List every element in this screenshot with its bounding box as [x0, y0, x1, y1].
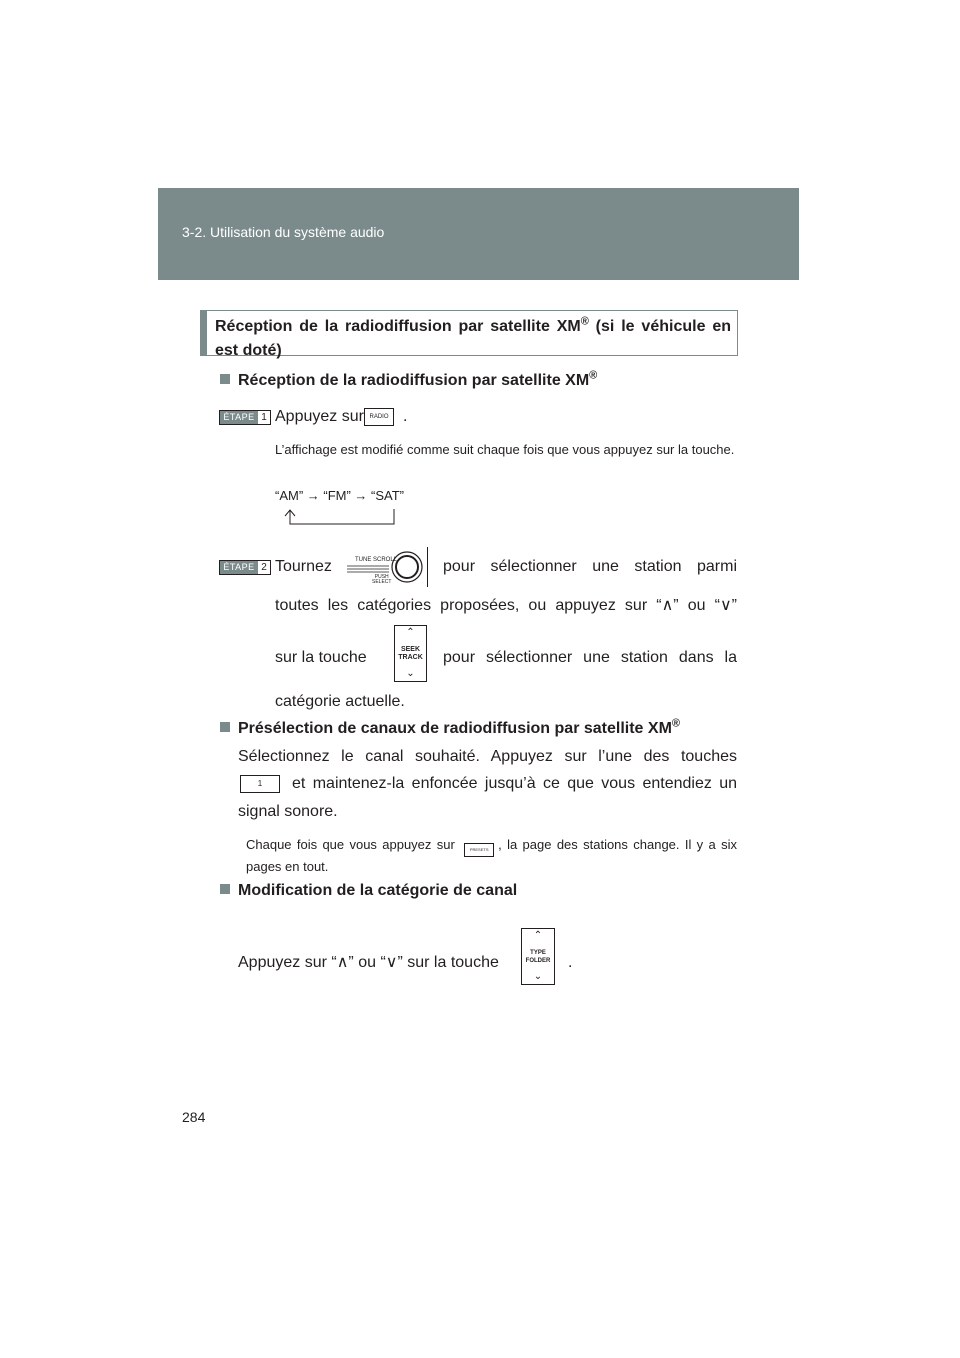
step-1-text: Appuyez sur	[275, 408, 364, 425]
bullet-preset: Présélection de canaux de radiodiffusion par satellite XM®	[220, 720, 680, 738]
band-sequence: “AM” → “FM” → “SAT”	[275, 488, 405, 503]
preset-line1: Sélectionnez le canal souhaité. Appuyez sur l’une des touches	[238, 748, 737, 765]
preset-key-1: 1	[240, 775, 280, 793]
radio-key: RADIO	[364, 408, 394, 426]
chevron-up-icon: ⌃	[533, 930, 543, 941]
bullet-square-icon	[220, 722, 230, 732]
step-2-line2: toutes les catégories proposées, ou appuyez sur “∧” ou “∨”	[275, 597, 737, 614]
category-period: .	[568, 954, 573, 971]
chevron-down-icon: ⌄	[406, 668, 415, 679]
step-1-badge: ÉTAPE 1	[219, 410, 271, 425]
tune-knob-illustration: TUNE SCROLL PUSH SELECT	[345, 547, 428, 587]
step-2-badge: ÉTAPE 2	[219, 560, 271, 575]
step-2-line4: catégorie actuelle.	[275, 693, 405, 710]
category-text: Appuyez sur “∧” ou “∨” sur la touche	[238, 954, 499, 971]
section-title: Réception de la radiodiffusion par satellite XM® (si le véhicule en est doté)	[215, 315, 731, 359]
page-number: 284	[182, 1109, 206, 1125]
step-2-tournez: Tournez	[275, 558, 332, 575]
chapter-title: 3-2. Utilisation du système audio	[182, 224, 385, 240]
bullet-square-icon	[220, 374, 230, 384]
preset-line2: et maintenez-la enfoncée jusqu’à ce que vous entendiez un	[292, 775, 737, 792]
bullet-category: Modification de la catégorie de canal	[220, 882, 517, 900]
bullet-square-icon	[220, 884, 230, 894]
step-2-line3a: sur la touche	[275, 649, 367, 666]
knob-icon	[345, 547, 427, 587]
bullet-reception: Réception de la radiodiffusion par satellite XM®	[220, 372, 597, 390]
preset-line3: signal sonore.	[238, 803, 338, 820]
loop-arrow-icon	[282, 507, 398, 529]
preset-note: Chaque fois que vous appuyez sur PRESETS , la page des stations change. Il y a six pages en tout.	[246, 837, 737, 874]
step-1-note: L’affichage est modifié comme suit chaque fois que vous appuyez sur la touche.	[275, 442, 735, 457]
step-1-period: .	[403, 408, 408, 425]
chevron-down-icon: ⌄	[533, 971, 543, 982]
section-title-box	[200, 310, 738, 359]
chevron-up-icon: ⌃	[406, 627, 415, 638]
step-2-line1: pour sélectionner une station parmi	[443, 558, 737, 575]
chapter-header	[158, 188, 799, 280]
type-folder-key: ⌃ TYPE FOLDER ⌄	[521, 928, 555, 985]
presets-key: PRESETS	[464, 843, 494, 857]
seek-track-key: ⌃ SEEK TRACK ⌄	[394, 625, 427, 682]
step-2-line3b: pour sélectionner une station dans la	[443, 649, 737, 666]
